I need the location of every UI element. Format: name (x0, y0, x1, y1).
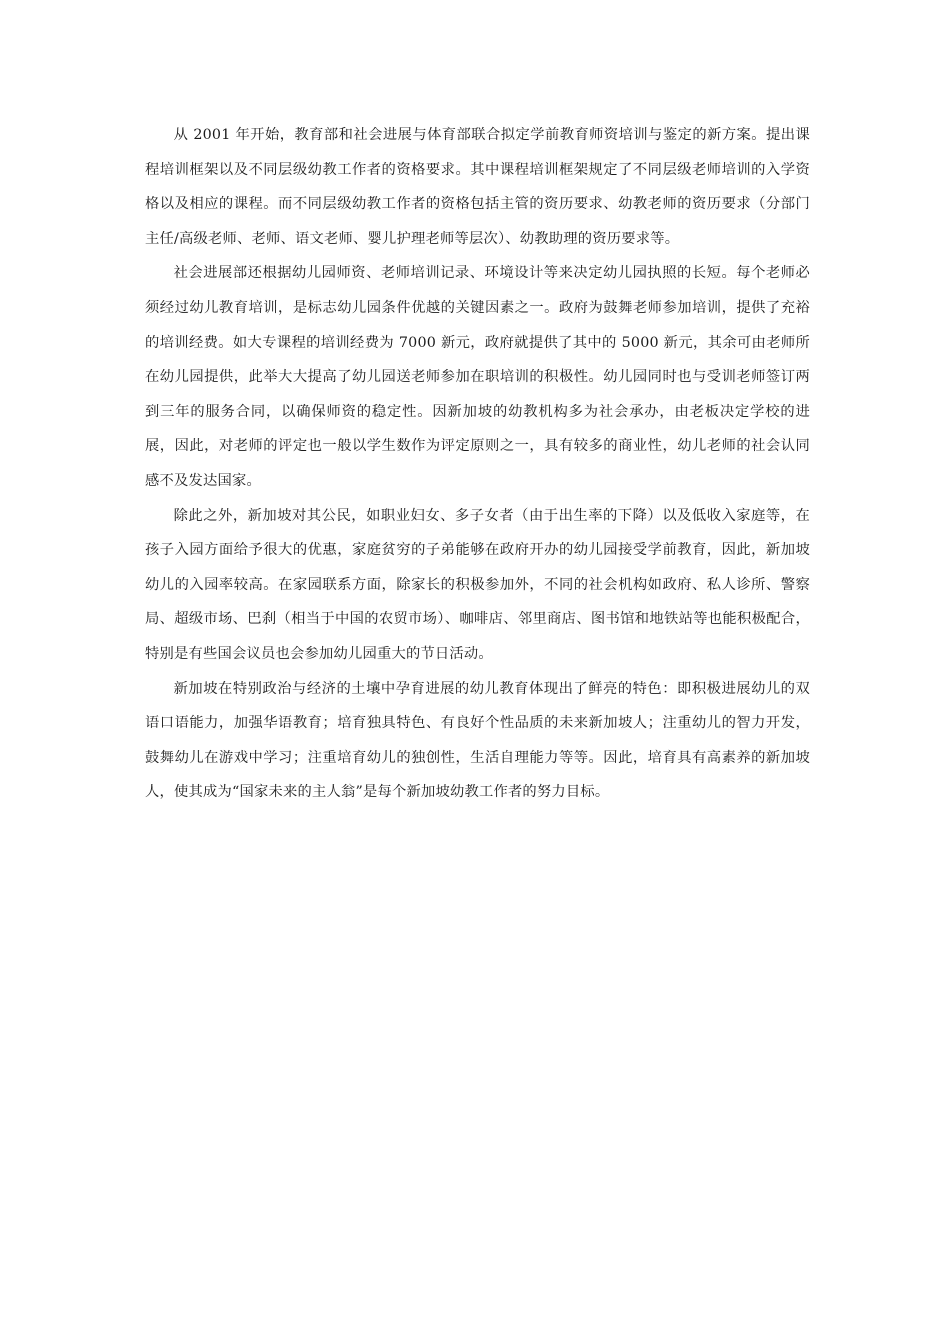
paragraph-enrollment-community: 除此之外，新加坡对其公民，如职业妇女、多子女者（由于出生率的下降）以及低收入家庭等，在孩子入园方面给予很大的优惠，家庭贫穷的子弟能够在政府开办的幼儿园接受学前教育，因此，新加坡幼儿的入园率较高。在家园联系方面，除家长的积极参加外，不同的社会机构如政府、私人诊所、警察局、超级市场、巴刹（相当于中国的农贸市场）、咖啡店、邻里商店、图书馆和地铁站等也能积极配合，特别是有些国会议员也会参加幼儿园重大的节日活动。 (145, 507, 810, 662)
document-body (145, 118, 810, 810)
paragraph-licensing-funding: 社会进展部还根据幼儿园师资、老师培训记录、环境设计等来决定幼儿园执照的长短。每个老师必须经过幼儿教育培训，是标志幼儿园条件优越的关键因素之一。政府为鼓舞老师参加培训，提供了充裕的培训经费。如大专课程的培训经费为 7000 新元，政府就提供了其中的 5000 新元，其余可由老师所在幼儿园提供，此举大大提高了幼儿园送老师参加在职培训的积极性。幼儿园同时也与受训老师签订两到三年的服务合同，以确保师资的稳定性。因新加坡的幼教机构多为社会承办，由老板决定学校的进展，因此，对老师的评定也一般以学生数作为评定原则之一，具有较多的商业性，幼儿老师的社会认同感不及发达国家。 (145, 265, 810, 489)
paragraph-teacher-training: 从 2001 年开始，教育部和社会进展与体育部联合拟定学前教育师资培训与鉴定的新方案。提出课程培训框架以及不同层级幼教工作者的资格要求。其中课程培训框架规定了不同层级老师培训的入学资格以及相应的课程。而不同层级幼教工作者的资格包括主管的资历要求、幼教老师的资历要求（分部门主任/高级老师、老师、语文老师、婴儿护理老师等层次）、幼教助理的资历要求等。 (145, 127, 810, 247)
paragraph-education-features: 新加坡在特别政治与经济的土壤中孕育进展的幼儿教育体现出了鲜亮的特色：即积极进展幼儿的双语口语能力，加强华语教育；培育独具特色、有良好个性品质的未来新加坡人；注重幼儿的智力开发，鼓舞幼儿在游戏中学习；注重培育幼儿的独创性，生活自理能力等等。因此，培育具有高素养的新加坡人，使其成为“国家未来的主人翁”是每个新加坡幼教工作者的努力目标。 (145, 680, 810, 801)
